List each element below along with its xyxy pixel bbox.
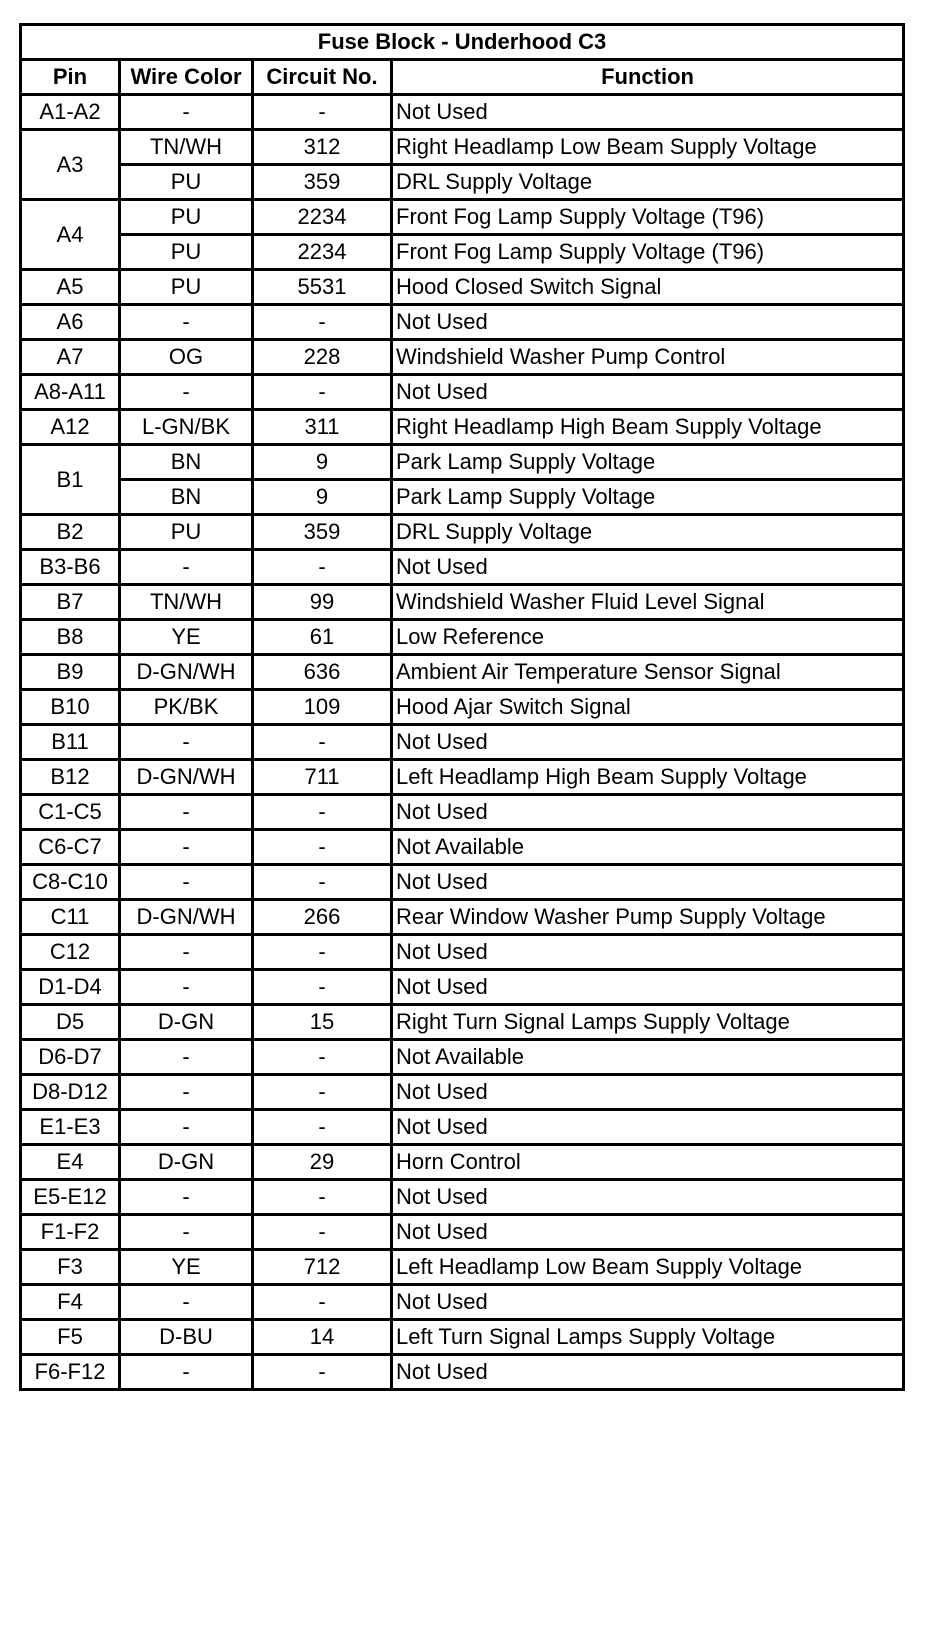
pin-cell: A6	[21, 305, 120, 340]
pin-cell: B10	[21, 690, 120, 725]
circuit-number-cell: 228	[253, 340, 392, 375]
column-header-pin: Pin	[21, 60, 120, 95]
function-cell: Ambient Air Temperature Sensor Signal	[392, 655, 904, 690]
circuit-number-cell: -	[253, 95, 392, 130]
pin-cell: D5	[21, 1005, 120, 1040]
circuit-number-cell: -	[253, 550, 392, 585]
pin-cell: A8-A11	[21, 375, 120, 410]
table-row	[21, 1285, 904, 1320]
circuit-number-cell: -	[253, 1110, 392, 1145]
table-row	[21, 900, 904, 935]
pin-cell: A1-A2	[21, 95, 120, 130]
pin-cell: A5	[21, 270, 120, 305]
wire-color-cell: TN/WH	[120, 585, 253, 620]
wire-color-cell: -	[120, 1040, 253, 1075]
table-row	[21, 550, 904, 585]
pin-cell: B12	[21, 760, 120, 795]
function-cell: Front Fog Lamp Supply Voltage (T96)	[392, 200, 904, 235]
function-cell: Not Used	[392, 1110, 904, 1145]
function-cell: Right Turn Signal Lamps Supply Voltage	[392, 1005, 904, 1040]
wire-color-cell: PU	[120, 165, 253, 200]
circuit-number-cell: 311	[253, 410, 392, 445]
pin-cell: F4	[21, 1285, 120, 1320]
table-row	[21, 130, 904, 165]
wire-color-cell: PU	[120, 200, 253, 235]
function-cell: Windshield Washer Pump Control	[392, 340, 904, 375]
table-row	[21, 375, 904, 410]
pin-cell: E1-E3	[21, 1110, 120, 1145]
circuit-number-cell: 29	[253, 1145, 392, 1180]
function-cell: Not Used	[392, 550, 904, 585]
table-row	[21, 235, 904, 270]
wire-color-cell: -	[120, 1215, 253, 1250]
table-row	[21, 725, 904, 760]
function-cell: Right Headlamp Low Beam Supply Voltage	[392, 130, 904, 165]
circuit-number-cell: 2234	[253, 235, 392, 270]
wire-color-cell: -	[120, 1075, 253, 1110]
circuit-number-cell: 712	[253, 1250, 392, 1285]
function-cell: Not Available	[392, 1040, 904, 1075]
circuit-number-cell: -	[253, 305, 392, 340]
wire-color-cell: -	[120, 830, 253, 865]
table-row	[21, 830, 904, 865]
table-row	[21, 690, 904, 725]
function-cell: Not Used	[392, 970, 904, 1005]
table-row	[21, 760, 904, 795]
table-row	[21, 1320, 904, 1355]
function-cell: Not Used	[392, 1285, 904, 1320]
function-cell: Left Headlamp Low Beam Supply Voltage	[392, 1250, 904, 1285]
wire-color-cell: PK/BK	[120, 690, 253, 725]
circuit-number-cell: -	[253, 1040, 392, 1075]
function-cell: Left Headlamp High Beam Supply Voltage	[392, 760, 904, 795]
function-cell: DRL Supply Voltage	[392, 165, 904, 200]
circuit-number-cell: 312	[253, 130, 392, 165]
table-row	[21, 970, 904, 1005]
wire-color-cell: D-GN/WH	[120, 655, 253, 690]
function-cell: Rear Window Washer Pump Supply Voltage	[392, 900, 904, 935]
circuit-number-cell: 636	[253, 655, 392, 690]
circuit-number-cell: 359	[253, 515, 392, 550]
wire-color-cell: -	[120, 725, 253, 760]
function-cell: Right Headlamp High Beam Supply Voltage	[392, 410, 904, 445]
table-row	[21, 340, 904, 375]
function-cell: Not Used	[392, 935, 904, 970]
circuit-number-cell: 9	[253, 445, 392, 480]
pin-cell: B8	[21, 620, 120, 655]
table-row	[21, 1355, 904, 1390]
pin-cell: F3	[21, 1250, 120, 1285]
circuit-number-cell: -	[253, 795, 392, 830]
table-row	[21, 585, 904, 620]
pin-cell: C12	[21, 935, 120, 970]
wire-color-cell: OG	[120, 340, 253, 375]
circuit-number-cell: 711	[253, 760, 392, 795]
pin-cell: E4	[21, 1145, 120, 1180]
circuit-number-cell: -	[253, 970, 392, 1005]
function-cell: Low Reference	[392, 620, 904, 655]
function-cell: Horn Control	[392, 1145, 904, 1180]
table-title-row	[21, 25, 904, 60]
table-row	[21, 305, 904, 340]
circuit-number-cell: -	[253, 1075, 392, 1110]
wire-color-cell: PU	[120, 235, 253, 270]
pin-cell: A4	[21, 200, 120, 270]
wire-color-cell: D-GN	[120, 1005, 253, 1040]
table-row	[21, 865, 904, 900]
wire-color-cell: PU	[120, 270, 253, 305]
wire-color-cell: BN	[120, 445, 253, 480]
circuit-number-cell: 14	[253, 1320, 392, 1355]
function-cell: Windshield Washer Fluid Level Signal	[392, 585, 904, 620]
pin-cell: B3-B6	[21, 550, 120, 585]
wire-color-cell: -	[120, 1110, 253, 1145]
wire-color-cell: -	[120, 1285, 253, 1320]
pin-cell: B11	[21, 725, 120, 760]
wire-color-cell: -	[120, 95, 253, 130]
circuit-number-cell: -	[253, 725, 392, 760]
circuit-number-cell: 109	[253, 690, 392, 725]
table-row	[21, 270, 904, 305]
function-cell: Not Used	[392, 1355, 904, 1390]
pin-cell: A12	[21, 410, 120, 445]
wire-color-cell: YE	[120, 620, 253, 655]
wire-color-cell: -	[120, 550, 253, 585]
circuit-number-cell: 99	[253, 585, 392, 620]
function-cell: Not Used	[392, 1215, 904, 1250]
pin-cell: C8-C10	[21, 865, 120, 900]
fuse-block-pinout-table	[19, 23, 905, 1391]
wire-color-cell: -	[120, 970, 253, 1005]
wire-color-cell: -	[120, 865, 253, 900]
pin-cell: F5	[21, 1320, 120, 1355]
column-header-wire-color: Wire Color	[120, 60, 253, 95]
function-cell: Not Used	[392, 305, 904, 340]
column-header-circuit-no: Circuit No.	[253, 60, 392, 95]
function-cell: Not Available	[392, 830, 904, 865]
pin-cell: D6-D7	[21, 1040, 120, 1075]
function-cell: Park Lamp Supply Voltage	[392, 480, 904, 515]
table-row	[21, 1110, 904, 1145]
table-row	[21, 200, 904, 235]
table-row	[21, 1250, 904, 1285]
wire-color-cell: -	[120, 375, 253, 410]
circuit-number-cell: 5531	[253, 270, 392, 305]
pin-cell: B9	[21, 655, 120, 690]
circuit-number-cell: -	[253, 375, 392, 410]
wire-color-cell: YE	[120, 1250, 253, 1285]
table-row	[21, 1005, 904, 1040]
function-cell: Hood Ajar Switch Signal	[392, 690, 904, 725]
wire-color-cell: TN/WH	[120, 130, 253, 165]
pin-cell: C11	[21, 900, 120, 935]
column-header-function: Function	[392, 60, 904, 95]
function-cell: Not Used	[392, 795, 904, 830]
function-cell: Not Used	[392, 1075, 904, 1110]
table-row	[21, 935, 904, 970]
pin-cell: D1-D4	[21, 970, 120, 1005]
circuit-number-cell: -	[253, 1355, 392, 1390]
circuit-number-cell: -	[253, 830, 392, 865]
wire-color-cell: D-GN/WH	[120, 900, 253, 935]
pin-cell: E5-E12	[21, 1180, 120, 1215]
circuit-number-cell: -	[253, 1215, 392, 1250]
table-row	[21, 165, 904, 200]
function-cell: Not Used	[392, 865, 904, 900]
function-cell: Front Fog Lamp Supply Voltage (T96)	[392, 235, 904, 270]
circuit-number-cell: 15	[253, 1005, 392, 1040]
table-row	[21, 1145, 904, 1180]
pin-cell: A3	[21, 130, 120, 200]
circuit-number-cell: -	[253, 935, 392, 970]
wire-color-cell: D-GN	[120, 1145, 253, 1180]
pin-cell: B1	[21, 445, 120, 515]
wire-color-cell: D-BU	[120, 1320, 253, 1355]
table-row	[21, 1180, 904, 1215]
circuit-number-cell: 359	[253, 165, 392, 200]
table-row	[21, 410, 904, 445]
wire-color-cell: PU	[120, 515, 253, 550]
pin-cell: B7	[21, 585, 120, 620]
wire-color-cell: -	[120, 1180, 253, 1215]
pin-cell: C6-C7	[21, 830, 120, 865]
wire-color-cell: -	[120, 1355, 253, 1390]
table-header-row	[21, 60, 904, 95]
pin-cell: D8-D12	[21, 1075, 120, 1110]
circuit-number-cell: 9	[253, 480, 392, 515]
wire-color-cell: -	[120, 935, 253, 970]
circuit-number-cell: -	[253, 1180, 392, 1215]
wire-color-cell: BN	[120, 480, 253, 515]
function-cell: Not Used	[392, 725, 904, 760]
table-row	[21, 480, 904, 515]
function-cell: Not Used	[392, 1180, 904, 1215]
table-row	[21, 1075, 904, 1110]
table-row	[21, 655, 904, 690]
wire-color-cell: L-GN/BK	[120, 410, 253, 445]
function-cell: DRL Supply Voltage	[392, 515, 904, 550]
circuit-number-cell: 2234	[253, 200, 392, 235]
function-cell: Not Used	[392, 95, 904, 130]
table-row	[21, 445, 904, 480]
wire-color-cell: -	[120, 305, 253, 340]
function-cell: Hood Closed Switch Signal	[392, 270, 904, 305]
pin-cell: C1-C5	[21, 795, 120, 830]
table-row	[21, 795, 904, 830]
pin-cell: F6-F12	[21, 1355, 120, 1390]
circuit-number-cell: -	[253, 865, 392, 900]
pin-cell: A7	[21, 340, 120, 375]
circuit-number-cell: 61	[253, 620, 392, 655]
table-row	[21, 1040, 904, 1075]
table-row	[21, 620, 904, 655]
circuit-number-cell: 266	[253, 900, 392, 935]
table-row	[21, 1215, 904, 1250]
pin-cell: B2	[21, 515, 120, 550]
circuit-number-cell: -	[253, 1285, 392, 1320]
table-body	[21, 95, 904, 1390]
table-title: Fuse Block - Underhood C3	[21, 25, 904, 60]
function-cell: Park Lamp Supply Voltage	[392, 445, 904, 480]
function-cell: Left Turn Signal Lamps Supply Voltage	[392, 1320, 904, 1355]
function-cell: Not Used	[392, 375, 904, 410]
table-row	[21, 515, 904, 550]
wire-color-cell: -	[120, 795, 253, 830]
table-row	[21, 95, 904, 130]
wire-color-cell: D-GN/WH	[120, 760, 253, 795]
pin-cell: F1-F2	[21, 1215, 120, 1250]
